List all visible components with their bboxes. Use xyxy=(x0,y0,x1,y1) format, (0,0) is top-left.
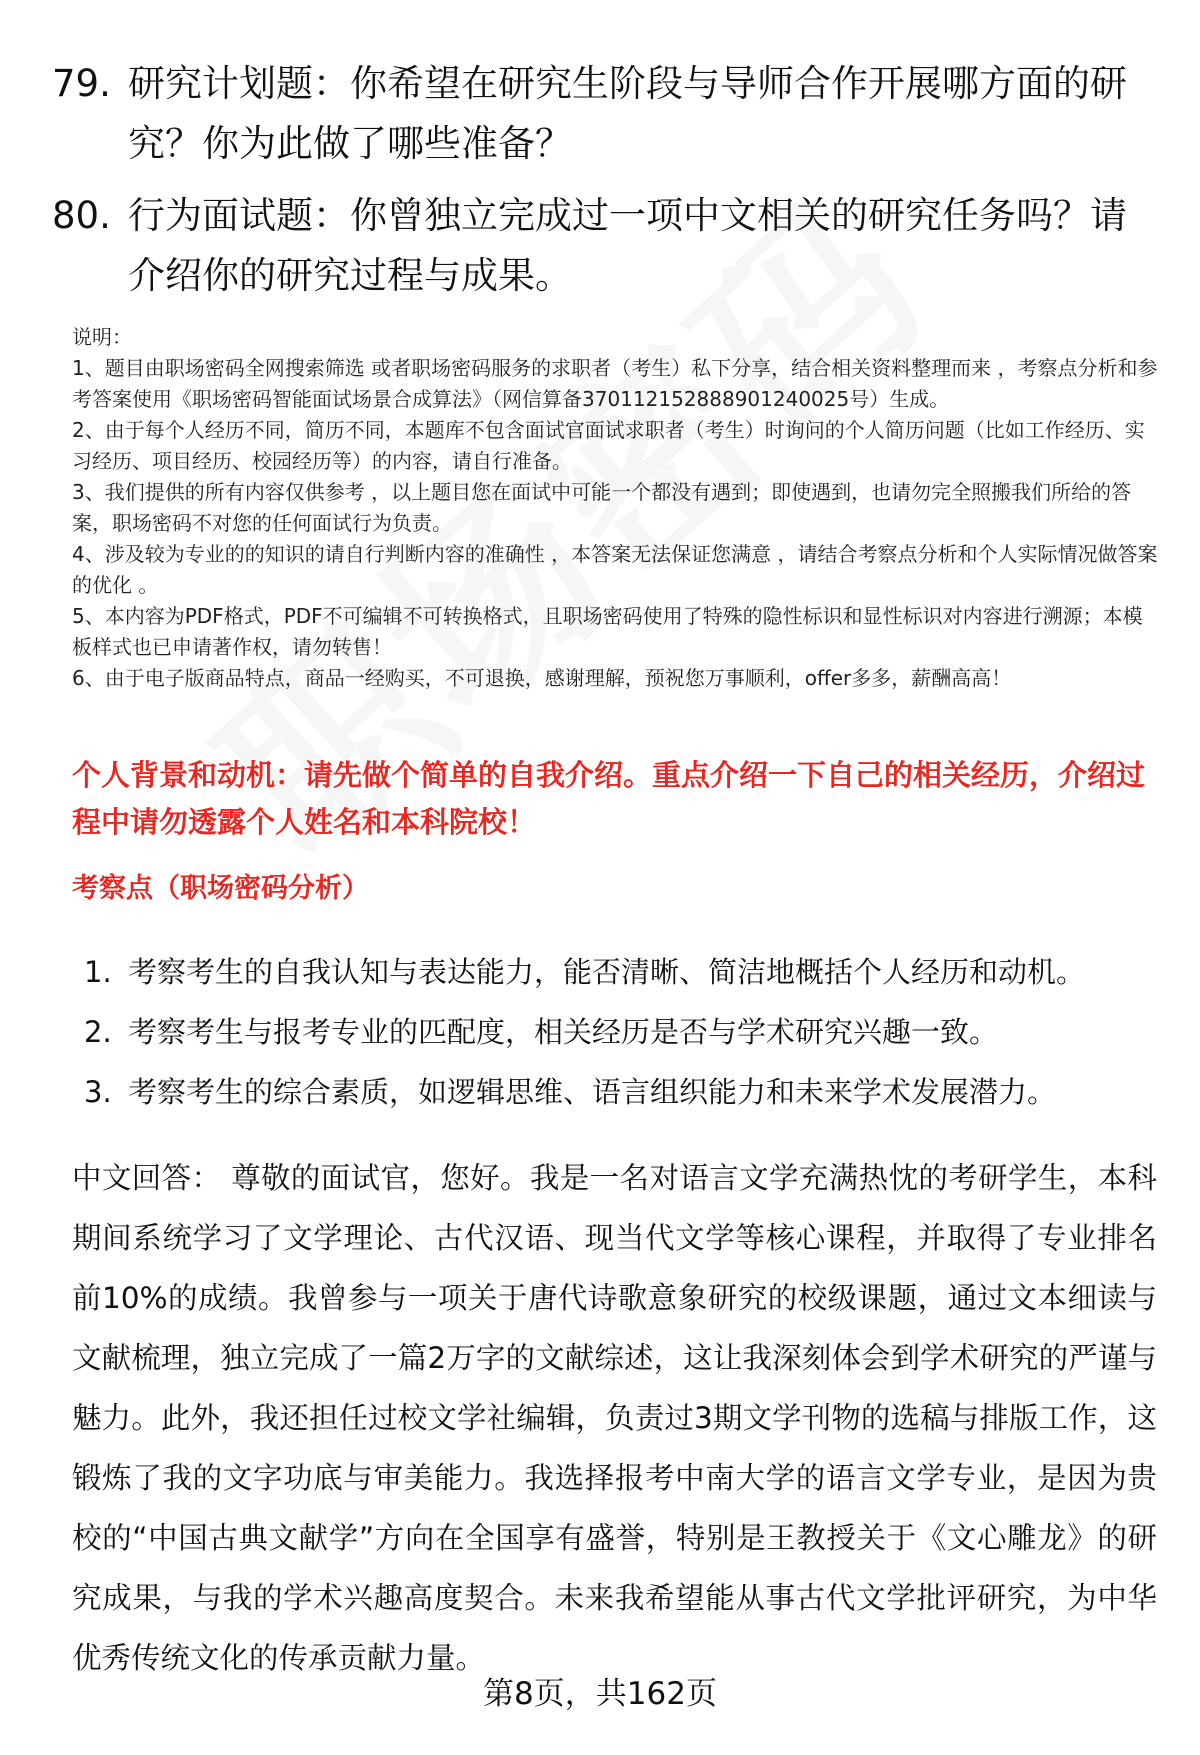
note-item: 1、题目由职场密码全网搜索筛选 或者职场密码服务的求职者（考生）私下分享，结合相关资料整理而来 ，考察点分析和参考答案使用《职场密码智能面试场景合成算法》（网信算备370112152888901240025号）生成。 xyxy=(72,356,1158,411)
question-text: 行为面试题：你曾独立完成过一项中文相关的研究任务吗？请介绍你的研究过程与成果。 xyxy=(128,194,1127,297)
question-79 xyxy=(52,54,1152,174)
analysis-points-list xyxy=(84,942,1174,1122)
point-number: 3. xyxy=(84,1075,112,1109)
interview-question-heading: 个人背景和动机：请先做个简单的自我介绍。重点介绍一下自己的相关经历，介绍过程中请勿透露个人姓名和本科院校！ xyxy=(72,758,1146,839)
note-item: 3、我们提供的所有内容仅供参考 ，以上题目您在面试中可能一个都没有遇到；即使遇到，也请勿完全照搬我们所给的答案，职场密码不对您的任何面试行为负责。 xyxy=(72,480,1132,535)
point-number: 1. xyxy=(84,955,112,989)
question-text: 研究计划题：你希望在研究生阶段与导师合作开展哪方面的研究？你为此做了哪些准备？ xyxy=(128,62,1127,165)
list-item xyxy=(84,1062,1174,1122)
point-text: 考察考生与报考专业的匹配度，相关经历是否与学术研究兴趣一致。 xyxy=(128,1015,999,1049)
point-number: 2. xyxy=(84,1015,112,1049)
notes-title: 说明： xyxy=(72,325,132,349)
question-number: 79. xyxy=(52,62,111,105)
point-text: 考察考生的综合素质，如逻辑思维、语言组织能力和未来学术发展潜力。 xyxy=(128,1075,1057,1109)
question-80 xyxy=(52,186,1152,306)
note-item: 2、由于每个人经历不同，简历不同，本题库不包含面试官面试求职者（考生）时询问的个人简历问题（比如工作经历、实习经历、项目经历、校园经历等）的内容，请自行准备。 xyxy=(72,418,1145,473)
sample-answer: 中文回答： 尊敬的面试官，您好。我是一名对语言文学充满热忱的考研学生，本科期间系统学习了文学理论、古代汉语、现当代文学等核心课程，并取得了专业排名前10%的成绩。我曾参与一项关于唐代诗歌意象研究的校级课题，通过文本细读与文献梳理，独立完成了一篇2万字的文献综述，这让我深刻体会到学术研究的严谨与魅力。此外，我还担任过校文学社编辑，负责过3期文学刊物的选稿与排版工作，这锻炼了我的文字功底与审美能力。我选择报考中南大学的语言文学专业，是因为贵校的“中国古典文献学”方向在全国享有盛誉，特别是王教授关于《文心雕龙》的研究成果，与我的学术兴趣高度契合。未来我希望能从事古代文学批评研究，为中华优秀传统文化的传承贡献力量。 xyxy=(72,1161,1157,1675)
question-number: 80. xyxy=(52,194,111,237)
note-item: 4、涉及较为专业的的知识的请自行判断内容的准确性 ，本答案无法保证您满意 ，请结合考察点分析和个人实际情况做答案的优化 。 xyxy=(72,542,1158,597)
list-item xyxy=(84,942,1174,1002)
point-text: 考察考生的自我认知与表达能力，能否清晰、简洁地概括个人经历和动机。 xyxy=(128,955,1086,989)
disclaimer-notes xyxy=(72,322,1162,694)
page-footer: 第8页，共162页 xyxy=(483,1676,717,1712)
analysis-subheading: 考察点（职场密码分析） xyxy=(72,873,369,904)
list-item xyxy=(84,1002,1174,1062)
note-item: 6、由于电子版商品特点，商品一经购买，不可退换，感谢理解，预祝您万事顺利，offer多多，薪酬高高！ xyxy=(72,666,1012,690)
note-item: 5、本内容为PDF格式，PDF不可编辑不可转换格式，且职场密码使用了特殊的隐性标识和显性标识对内容进行溯源；本模板样式也已申请著作权，请勿转售！ xyxy=(72,604,1143,659)
